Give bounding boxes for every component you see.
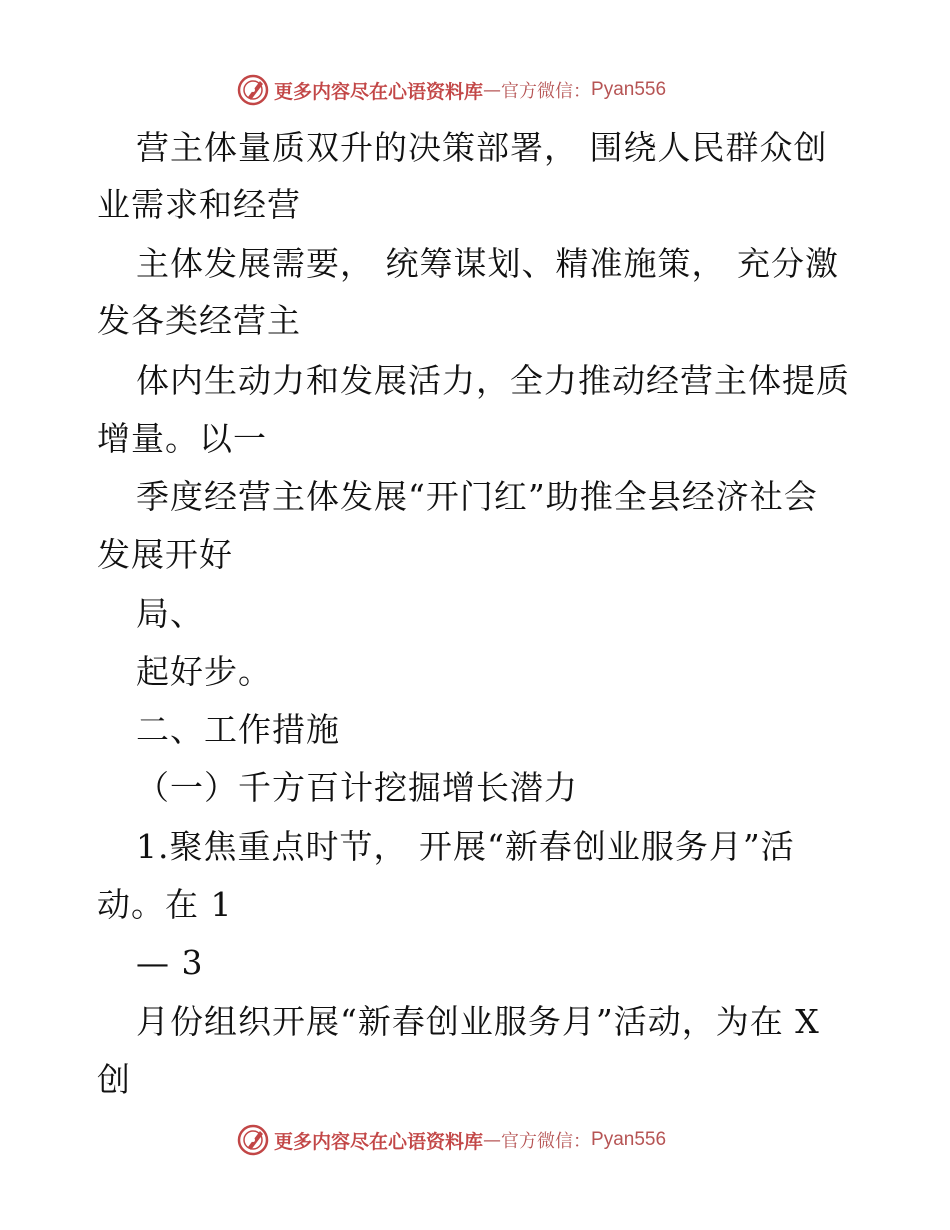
paragraph-line: 局、 [136, 594, 204, 633]
paragraph-line: 创 [97, 1060, 131, 1099]
brand-text: 更多内容尽在心语资料库 [274, 1130, 484, 1153]
footer-watermark-banner [236, 1122, 666, 1158]
pen-nib-logo-icon [236, 1123, 270, 1157]
section-heading: 二、工作措施 [136, 710, 340, 749]
paragraph-line: 1.聚焦重点时节， 开展“新春创业服务月”活 [136, 827, 795, 866]
header-watermark-banner [236, 72, 666, 108]
paragraph-line: 体内生动力和发展活力，全力推动经营主体提质 [136, 361, 850, 400]
banner-separator: — [483, 79, 502, 101]
wechat-label: 官方微信： [501, 81, 592, 102]
paragraph-line: 季度经营主体发展“开门红”助推全县经济社会 [136, 477, 818, 516]
wechat-label: 官方微信： [501, 1131, 592, 1152]
paragraph-line: 起好步。 [136, 652, 272, 691]
wechat-id: Pyan556 [591, 1129, 667, 1150]
paragraph-line: 业需求和经营 [97, 185, 301, 224]
wechat-id: Pyan556 [591, 79, 667, 100]
banner-separator: — [483, 1129, 502, 1151]
paragraph-line: 发各类经营主 [97, 301, 301, 340]
paragraph-line: 动。在 1 [97, 885, 233, 924]
paragraph-line: 月份组织开展“新春创业服务月”活动，为在 X [136, 1002, 820, 1041]
paragraph-line: 发展开好 [97, 535, 233, 574]
paragraph-line: 营主体量质双升的决策部署， 围绕人民群众创 [136, 128, 828, 167]
subsection-heading: （一）千方百计挖掘增长潜力 [136, 768, 578, 807]
paragraph-line: 增量。以一 [97, 419, 267, 458]
brand-text: 更多内容尽在心语资料库 [274, 80, 484, 103]
pen-nib-logo-icon [236, 73, 270, 107]
paragraph-line: — 3 [136, 943, 204, 982]
paragraph-line: 主体发展需要， 统筹谋划、精准施策， 充分激 [136, 244, 839, 283]
